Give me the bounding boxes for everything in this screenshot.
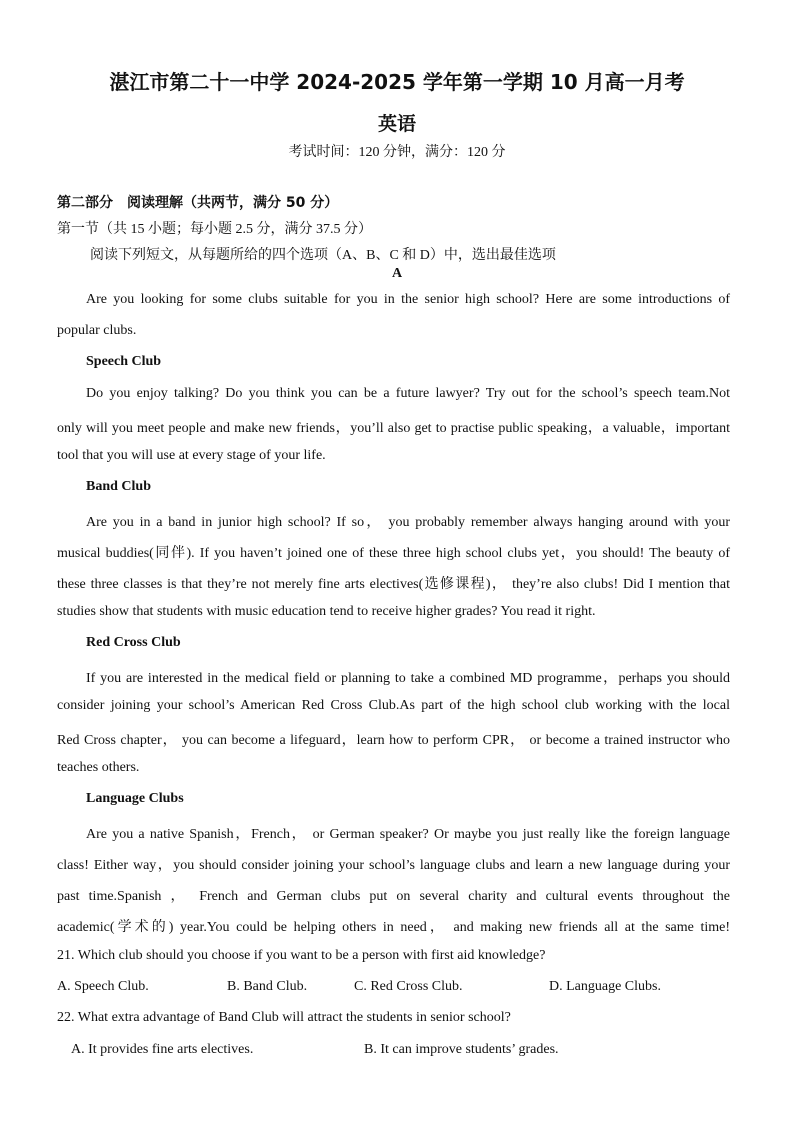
question-21-option-c: C. Red Cross Club. [354,979,463,994]
band-club-heading: Band Club [86,479,151,494]
language-clubs-heading: Language Clubs [86,791,184,806]
speech-club-line-3: tool that you will use at every stage of your life. [57,448,326,463]
red-cross-club-line-4: teaches others. [57,760,140,775]
passage-intro-line-2: popular clubs. [57,323,137,338]
speech-club-line-1: Do you enjoy talking? Do you think you can be a future lawyer? Try out for the school’s speech team.Not [86,386,730,401]
speech-club-line-2: only will you meet people and make new friends，you’ll also get to practise public speaking，a valuable，important [57,421,730,436]
band-club-line-2: musical buddies(同伴). If you haven’t joined one of these three high school clubs yet，you should! The beauty of [57,546,730,561]
question-21-stem: 21. Which club should you choose if you want to be a person with first aid knowledge? [57,948,546,963]
exam-info: 考试时间：120 分钟，满分：120 分 [288,145,506,160]
language-clubs-line-1: Are you a native Spanish，French， or German speaker? Or maybe you just really like the foreign language [86,827,730,842]
speech-club-heading: Speech Club [86,354,162,369]
passage-label: A [391,266,403,281]
language-clubs-line-4: academic(学术的) year.You could be helping others in need， and making new friends all at the same time! [57,920,730,935]
section-part-heading: 第二部分 阅读理解（共两节，满分 50 分） [57,195,339,211]
question-22-stem: 22. What extra advantage of Band Club will attract the students in senior school? [57,1010,511,1025]
question-21-option-a: A. Speech Club. [57,979,149,994]
red-cross-club-line-3: Red Cross chapter， you can become a lifeguard，learn how to perform CPR， or become a trained instructor who [57,733,730,748]
section-instruction: 阅读下列短文，从每题所给的四个选项（A、B、C 和 D）中，选出最佳选项 [90,248,556,263]
red-cross-club-heading: Red Cross Club [86,635,181,650]
exam-subject: 英语 [377,113,416,135]
language-clubs-line-3: past time.Spanish ， French and German clubs put on several charity and cultural events throughout the [57,889,730,904]
question-21-option-d: D. Language Clubs. [549,979,661,994]
question-22-option-a: A. It provides fine arts electives. [71,1042,254,1057]
band-club-line-1: Are you in a band in junior high school? If so， you probably remember always hanging around with your [86,515,730,530]
red-cross-club-line-1: If you are interested in the medical field or planning to take a combined MD programme，perhaps you should [86,671,730,686]
band-club-line-4: studies show that students with music education tend to receive higher grades? You read it right. [57,604,596,619]
section-subpart-heading: 第一节（共 15 小题；每小题 2.5 分，满分 37.5 分） [57,222,372,237]
band-club-line-3: these three classes is that they’re not merely fine arts electives(选修课程)， they’re also clubs! Did I mention that [57,577,730,592]
red-cross-club-line-2: consider joining your school’s American Red Cross Club.As part of the high school club working with the local [57,698,730,713]
passage-intro-line-1: Are you looking for some clubs suitable for you in the senior high school? Here are some introductions of [86,292,730,307]
exam-title: 湛江市第二十一中学 2024-2025 学年第一学期 10 月高一月考 [109,70,685,94]
language-clubs-line-2: class! Either way，you should consider joining your school’s language clubs and learn a new language during your [57,858,730,873]
question-21-option-b: B. Band Club. [227,979,308,994]
question-22-option-b: B. It can improve students’ grades. [364,1042,559,1057]
